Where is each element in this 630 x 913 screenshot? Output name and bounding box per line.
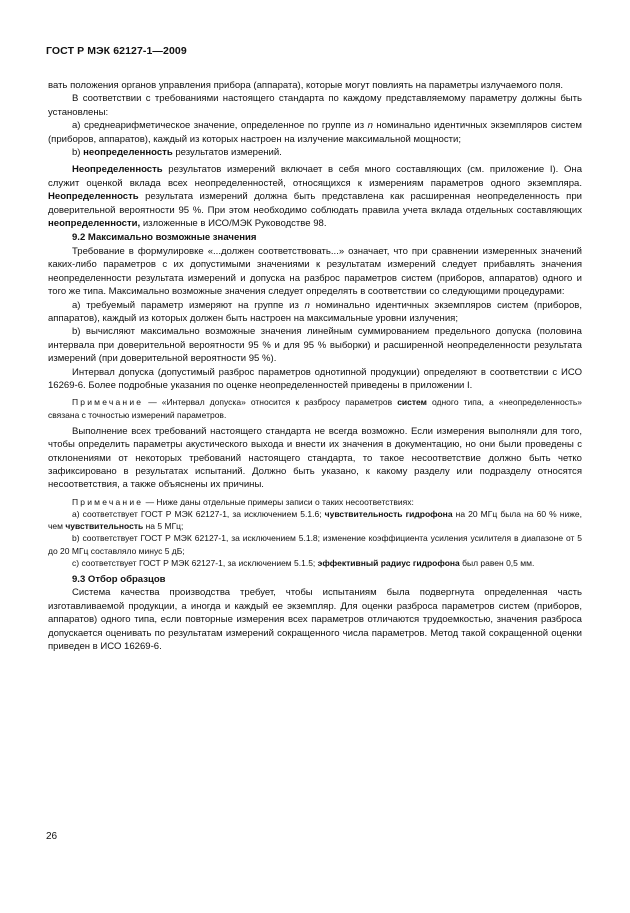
note: Примечание — «Интервал допуска» относится к разбросу параметров систем одного типа, а «неопределенность» связана с точностью измерений параметров. xyxy=(48,397,583,420)
list-item: b) вычисляют максимально возможные значения линейным суммированием предельного допуска (половина интервала при доверительной вероятности 95 % и для 95 % выборки) и расширенной неопределенности результата измерений (при доверительной вероятности 95 %). xyxy=(48,326,582,365)
list-item: b) неопределенность результатов измерений. xyxy=(72,147,282,159)
paragraph: Интервал допуска (допустимый разброс параметров однотипной продукции) определяют в соответствии с ИСО 16269-6. Более подробные указания по оценке неопределенностей приведены в приложении I. xyxy=(48,366,582,391)
note-item: b) соответствует ГОСТ Р МЭК 62127-1, за исключением 5.1.8; изменение коэффициента усиления усилителя в диапазоне от 5 до 20 МГц составляло минус 5 дБ; xyxy=(48,533,582,556)
paragraph: Неопределенность результатов измерений включает в себя много составляющих (см. приложение I). Она служит оценкой вклада всех неопределенностей, относящихся к измерениям параметров одного экземпляра. Неопределенность результата измерений должна быть представлена как расширенная неопределенность при доверительной вероятности 95 %. При этом необходимо соблюдать правила учета вклада отдельных составляющих неопределенности, изложенные в ИСО/МЭК Руководстве 98. xyxy=(48,164,582,230)
list-item: а) требуемый параметр измеряют на группе из n номинально идентичных экземпляров систем (приборов, аппаратов), каждый из которых должен быть настроен на максимальные уровни излучения; xyxy=(48,299,582,324)
section-heading-9-2: 9.2 Максимально возможные значения xyxy=(72,232,257,244)
document-body xyxy=(48,79,582,653)
paragraph: вать положения органов управления прибора (аппарата), которые могут повлиять на параметры излучаемого поля. xyxy=(48,80,564,91)
list-item: а) среднеарифметическое значение, определенное по группе из n номинально идентичных экземпляров систем (приборов, аппаратов), каждый из которых настроен на излучение максимальной мощности; xyxy=(48,120,582,145)
section-heading-9-3: 9.3 Отбор образцов xyxy=(72,574,166,585)
note-item: c) соответствует ГОСТ Р МЭК 62127-1, за исключением 5.1.5; эффективный радиус гидрофона был равен 0,5 мм. xyxy=(72,557,535,568)
note: Примечание — Ниже даны отдельные примеры записи о таких несоответствиях: xyxy=(72,496,414,507)
paragraph: Требование в формулировке «...должен соответствовать...» означает, что при сравнении измеренных значений каких-либо параметров с их допустимыми значениями к результатам измерений следует прибавлять значения неопределенности результата измерений и допуска на разброс параметров систем (приборов, аппаратов) одного и того же типа. Максимально возможные значения следует определять в соответствии со следующими процедурами: xyxy=(48,245,582,298)
page-number: 26 xyxy=(46,831,58,842)
note-item: а) соответствует ГОСТ Р МЭК 62127-1, за исключением 5.1.6; чувствительность гидрофона на 20 МГц была на 60 % ниже, чем чувствительность на 5 МГц; xyxy=(48,508,582,532)
paragraph: Выполнение всех требований настоящего стандарта не всегда возможно. Если измерения выполняли для того, чтобы определить параметры акустического выхода и внести их значения в документацию, но они были проведены с отклонениями от некоторых требований настоящего стандарта, то такое несоответствие должно быть четко зафиксировано в результатах испытаний. Должно быть указано, к какому разделу или подразделу относятся несоответствия, а также объяснены их причины. xyxy=(48,425,582,491)
paragraph: Система качества производства требует, чтобы испытаниям была подвергнута определенная часть изготавливаемой продукции, а иногда и каждый ее экземпляр. Для оценки разброса параметров систем (приборов, аппаратов) одного типа, если повторные измерения всех параметров отличаются трудоемкостью, значения разброса допускается оценивать по результатам измерений сокращенного числа параметров. Метод такой сокращенной оценки приведен в ИСО 16269-6. xyxy=(48,587,582,653)
paragraph: В соответствии с требованиями настоящего стандарта по каждому представляемому параметру должны быть установлены: xyxy=(48,93,582,118)
document-header: ГОСТ Р МЭК 62127-1—2009 xyxy=(46,45,187,57)
